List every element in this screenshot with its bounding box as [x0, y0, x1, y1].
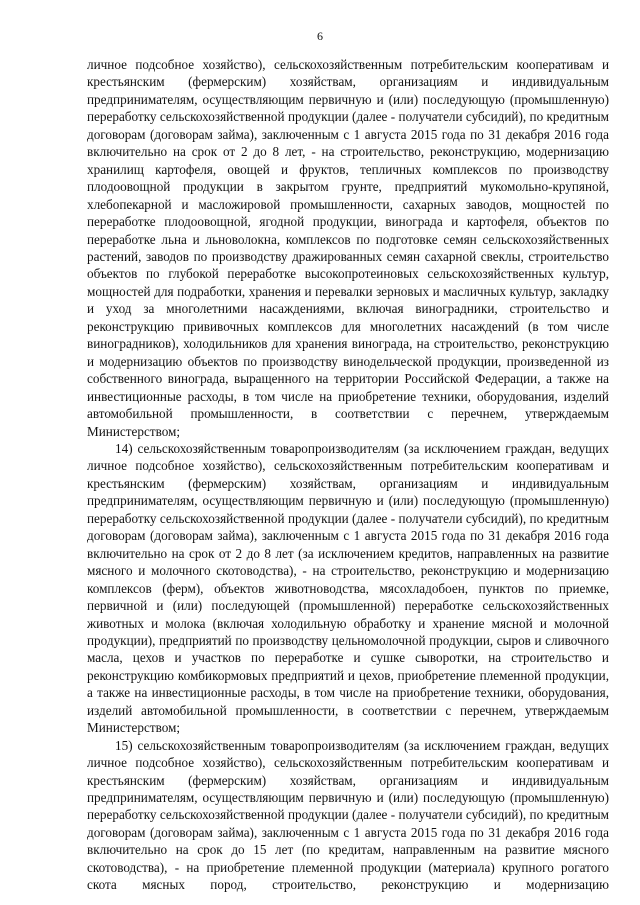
paragraph-item-14: 14) сельскохозяйственным товаропроизводителям (за исключением граждан, ведущих личное подсобное хозяйство), сельскохозяйственным потребительским кооперативам и крестьянским (фермерским) хозяйствам, организациям и индивидуальным предпринимателям, осуществляющим первичную и (или) последующую (промышленную) переработку сельскохозяйственной продукции (далее - получатели субсидий), по кредитным договорам (договорам займа), заключенным с 1 августа 2015 года по 31 декабря 2016 года включительно на срок от 2 до 8 лет (за исключением кредитов, направленных на развитие мясного и молочного скотоводства), - на строительство, реконструкцию и модернизацию комплексов (ферм), объектов животноводства, мясохладобоен, пунктов по приемке, первичной и (или) последующей (промышленной) переработке сельскохозяйственных животных и молока (включая холодильную обработку и хранение мясной и молочной продукции), предприятий по производству цельномолочной продукции, сыров и сливочного масла, цехов и участков по переработке и сушке сыворотки, на строительство и реконструкцию комбикормовых предприятий и цехов, приобретение племенной продукции, а также на инвестиционные расходы, в том числе на приобретение техники, оборудования, изделий автомобильной промышленности, в соответствии с перечнем, утверждаемым Министерством; — [87, 440, 609, 736]
page-number: 6 — [317, 29, 323, 43]
paragraph-item-15: 15) сельскохозяйственным товаропроизводителям (за исключением граждан, ведущих личное подсобное хозяйство), сельскохозяйственным потребительским кооперативам и крестьянским (фермерским) хозяйствам, организациям и индивидуальным предпринимателям, осуществляющим первичную и (или) последующую (промышленную) переработку сельскохозяйственной продукции (далее - получатели субсидий), по кредитным договорам (договорам займа), заключенным с 1 августа 2015 года по 31 декабря 2016 года включительно на срок до 15 лет (по кредитам, направленным на развитие мясного скотоводства), - на приобретение племенной продукции (материала) крупного рогатого скота мясных пород, строительство, реконструкцию и модернизацию — [87, 737, 609, 893]
document-body — [87, 56, 609, 894]
paragraph-continuation: личное подсобное хозяйство), сельскохозяйственным потребительским кооперативам и крестьянским (фермерским) хозяйствам, организациям и индивидуальным предпринимателям, осуществляющим первичную и (или) последующую (промышленную) переработку сельскохозяйственной продукции (далее - получатели субсидий), по кредитным договорам (договорам займа), заключенным с 1 августа 2015 года по 31 декабря 2016 года включительно на срок от 2 до 8 лет, - на строительство, реконструкцию, модернизацию хранилищ картофеля, овощей и фруктов, тепличных комплексов по производству плодоовощной продукции в закрытом грунте, предприятий мукомольно-крупяной, хлебопекарной и масложировой промышленности, сахарных заводов, мощностей по переработке плодоовощной, ягодной продукции, винограда и картофеля, объектов по переработке льна и льноволокна, комплексов по подготовке семян сельскохозяйственных растений, заводов по производству дражированных семян сахарной свеклы, строительство объектов по глубокой переработке высокопротеиновых сельскохозяйственных культур, мощностей для подработки, хранения и перевалки зерновых и масличных культур, закладку и уход за многолетними насаждениями, включая виноградники, строительство и реконструкцию прививочных комплексов для многолетних насаждений (в том числе виноградников), холодильников для хранения винограда, на строительство, реконструкцию и модернизацию объектов по производству винодельческой продукции, произведенной из собственного винограда, выращенного на территории Российской Федерации, а также на инвестиционные расходы, в том числе на приобретение техники, оборудования, изделий автомобильной промышленности, в соответствии с перечнем, утверждаемым Министерством; — [87, 57, 609, 439]
